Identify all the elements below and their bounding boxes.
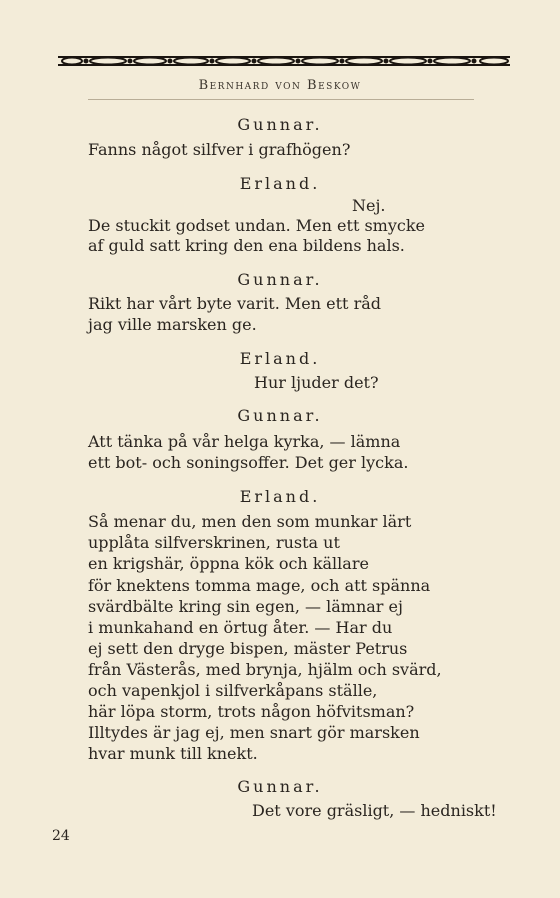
running-header: Bernhard von Beskow [198,78,362,93]
verse-line: Att tänka på vår helga kyrka, — lämna [88,432,401,451]
verse-line: upplåta silfverskrinen, rusta ut [88,533,340,552]
verse-line: ej sett den dryge bispen, mäster Petrus [88,639,408,658]
verse-line: hvar munk till knekt. [88,744,258,763]
verse-line: af guld satt kring den ena bildens hals. [88,236,405,255]
speaker-name: Gunnar. [237,270,323,289]
verse-line: Rikt har vårt byte varit. Men ett råd [88,294,381,313]
verse-line: Så menar du, men den som munkar lärt [88,512,412,531]
verse-line: ett bot- och soningsoffer. Det ger lycka. [88,453,409,472]
verse-line: De stuckit godset undan. Men ett smycke [88,216,425,235]
speaker-name: Gunnar. [237,406,323,425]
speaker-name: Gunnar. [237,777,323,796]
verse-line: Det vore gräsligt, — hedniskt! [252,801,497,820]
speaker-name: Erland. [239,174,321,193]
verse-line: Fanns något silfver i grafhögen? [88,140,351,159]
ornamental-border [58,54,510,68]
speaker-name: Erland. [239,487,321,506]
verse-line: och vapenkjol i silfverkåpans ställe, [88,681,378,700]
speaker-name: Gunnar. [237,115,323,134]
verse-line: Nej. [352,196,386,215]
speaker-name: Erland. [239,349,321,368]
header-rule [88,99,474,100]
verse-line: här löpa storm, trots någon höfvitsman? [88,702,415,721]
verse-line: jag ville marsken ge. [88,315,257,334]
verse-line: en krigshär, öppna kök och källare [88,554,369,573]
verse-line: för knektens tomma mage, och att spänna [88,576,431,595]
verse-line: Illtydes är jag ej, men snart gör marsken [88,723,420,742]
verse-line: från Västerås, med brynja, hjälm och svärd, [88,660,442,679]
verse-line: i munkahand en örtug åter. — Har du [88,618,393,637]
page-number: 24 [52,828,70,844]
verse-line: svärdbälte kring sin egen, — lämnar ej [88,597,403,616]
verse-line: Hur ljuder det? [254,373,379,392]
